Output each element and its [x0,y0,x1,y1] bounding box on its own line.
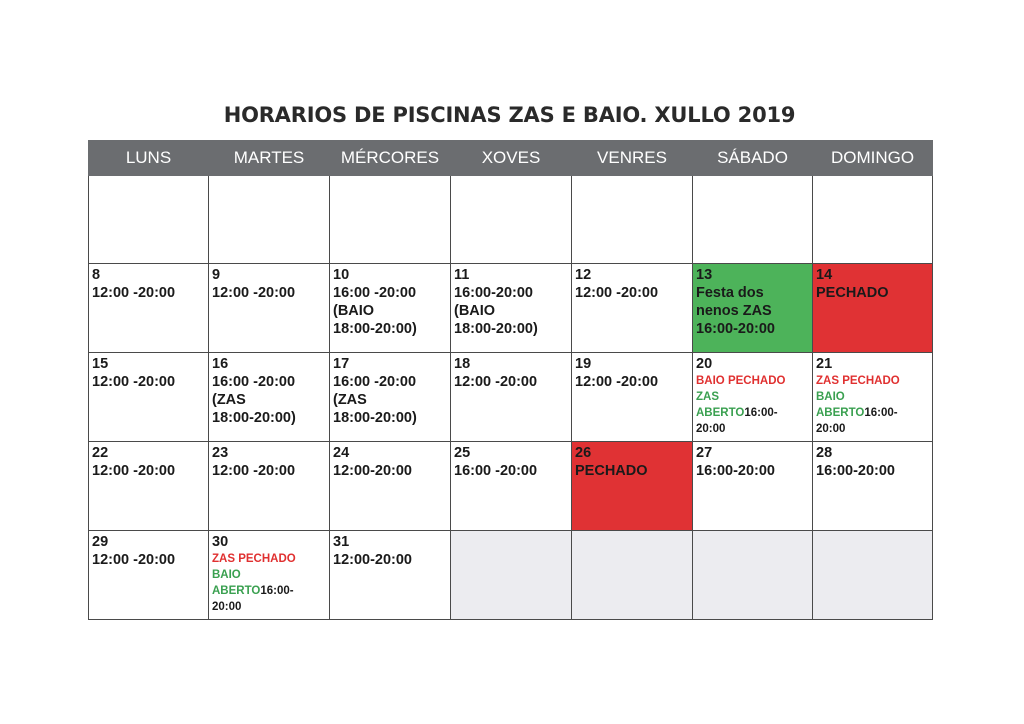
blank-cell [813,176,933,264]
day-cell-31 [330,531,451,620]
blank-cell [693,176,813,264]
day-hours: 12:00 -20:00 [575,374,659,390]
day-number: 26 [575,445,592,461]
blank-cell [209,176,330,264]
header-sabado: SÁBADO [693,141,813,176]
day-cell-21 [813,353,933,442]
week-row-5 [89,531,933,620]
day-cell-20 [693,353,813,442]
empty-cell [572,531,693,620]
empty-cell [451,531,572,620]
day-cell-16 [209,353,330,442]
day-cell-23 [209,442,330,531]
day-hours: 12:00 -20:00 [92,552,176,568]
closed-label: PECHADO [816,285,889,301]
day-cell-19 [572,353,693,442]
day-number: 15 [92,356,109,372]
day-number: 13 [696,267,713,283]
day-number: 17 [333,356,350,372]
day-cell-17 [330,353,451,442]
open-pool-name: ZAS [696,391,719,403]
day-hours: 16:00-20:00 [816,463,895,479]
day-hours: 16:00-20:00 [696,463,775,479]
day-number: 31 [333,534,350,550]
day-number: 11 [454,267,470,283]
open-label: ABERTO [696,407,745,419]
week-row-4 [89,442,933,531]
open-label: ABERTO [212,585,261,597]
day-hours: 12:00 -20:00 [575,285,659,301]
day-hours: 16:00 -20:00 [212,374,296,390]
week-row-3 [89,353,933,442]
day-cell-10 [330,264,451,353]
day-cell-27 [693,442,813,531]
blank-cell [451,176,572,264]
day-hours: 16:00-20:00 [454,285,533,301]
day-cell-18 [451,353,572,442]
page-title: HORARIOS DE PISCINAS ZAS E BAIO. XULLO 2019 [223,103,796,127]
day-cell-25 [451,442,572,531]
day-cell-30 [209,531,330,620]
day-cell-13 [693,264,813,353]
header-mercores: MÉRCORES [330,141,451,176]
day-note: 18:00-20:00) [454,321,538,337]
header-xoves: XOVES [451,141,572,176]
day-cell-26 [572,442,693,531]
open-time: 16:00- [744,407,778,419]
day-number: 23 [212,445,229,461]
blank-cell [89,176,209,264]
day-note: (ZAS [333,392,367,408]
day-note: (ZAS [212,392,246,408]
day-number: 28 [816,445,833,461]
day-number: 18 [454,356,471,372]
closed-note: BAIO PECHADO [696,375,786,387]
day-hours: 12:00 -20:00 [92,374,176,390]
day-number: 20 [696,356,713,372]
day-number: 21 [816,356,833,372]
day-note: 18:00-20:00) [333,410,417,426]
day-number: 10 [333,267,350,283]
calendar-table [88,140,933,620]
open-time: 16:00- [864,407,898,419]
header-luns: LUNS [89,141,209,176]
day-hours: 12:00 -20:00 [212,463,296,479]
open-end: 20:00 [696,423,726,435]
day-cell-24 [330,442,451,531]
empty-cell [813,531,933,620]
day-number: 27 [696,445,713,461]
open-time: 16:00- [260,585,294,597]
day-number: 8 [92,267,101,283]
day-hours: 16:00 -20:00 [454,463,538,479]
day-hours: 12:00 -20:00 [212,285,296,301]
day-hours: 16:00 -20:00 [333,374,417,390]
blank-cell [572,176,693,264]
day-hours: 12:00 -20:00 [92,463,176,479]
day-hours: 12:00-20:00 [333,463,412,479]
day-cell-28 [813,442,933,531]
day-note: 18:00-20:00) [333,321,417,337]
week-row-2 [89,264,933,353]
empty-cell [693,531,813,620]
day-cell-29 [89,531,209,620]
day-number: 14 [816,267,833,283]
day-number: 16 [212,356,229,372]
day-hours: 12:00-20:00 [333,552,412,568]
day-number: 30 [212,534,229,550]
open-label: ABERTO [816,407,865,419]
week-row-1 [89,176,933,264]
open-end: 20:00 [816,423,846,435]
day-number: 29 [92,534,109,550]
day-number: 19 [575,356,592,372]
event-line: Festa dos [696,285,764,301]
day-note: (BAIO [454,303,496,319]
day-cell-15 [89,353,209,442]
closed-label: PECHADO [575,463,648,479]
open-pool-name: BAIO [816,391,845,403]
blank-cell [330,176,451,264]
weekday-header-row [89,141,933,176]
day-number: 25 [454,445,471,461]
day-cell-9 [209,264,330,353]
day-hours: 16:00 -20:00 [333,285,417,301]
open-end: 20:00 [212,601,242,613]
day-cell-22 [89,442,209,531]
header-venres: VENRES [572,141,693,176]
open-pool-name: BAIO [212,569,241,581]
day-cell-12 [572,264,693,353]
day-number: 12 [575,267,592,283]
closed-note: ZAS PECHADO [212,553,296,565]
day-number: 9 [212,267,221,283]
day-cell-14 [813,264,933,353]
day-hours: 12:00 -20:00 [92,285,176,301]
event-line: nenos ZAS [696,303,772,319]
closed-note: ZAS PECHADO [816,375,900,387]
event-line: 16:00-20:00 [696,321,775,337]
header-domingo: DOMINGO [813,141,933,176]
header-martes: MARTES [209,141,330,176]
day-cell-11 [451,264,572,353]
day-note: 18:00-20:00) [212,410,296,426]
day-number: 22 [92,445,109,461]
day-note: (BAIO [333,303,375,319]
day-cell-8 [89,264,209,353]
day-hours: 12:00 -20:00 [454,374,538,390]
day-number: 24 [333,445,350,461]
